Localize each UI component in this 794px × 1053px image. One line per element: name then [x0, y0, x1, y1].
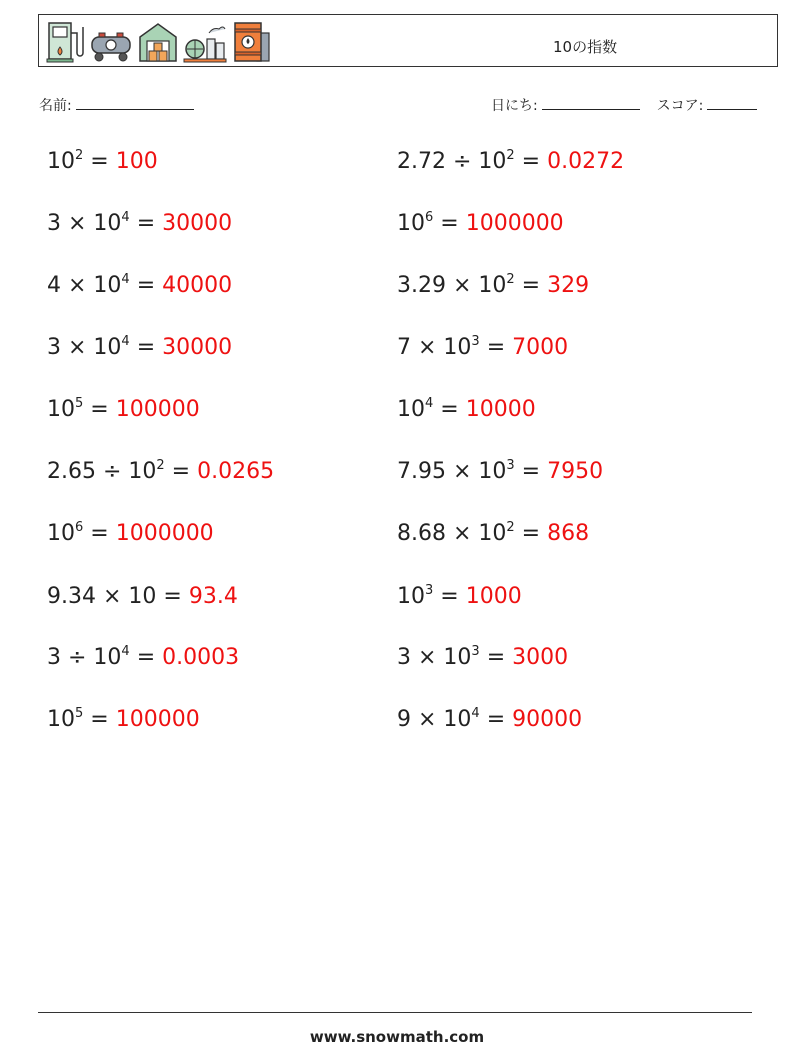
problem-coefficient: 3.29 — [397, 273, 446, 298]
problem-item — [47, 583, 238, 611]
problem-item — [397, 148, 624, 176]
name-field — [39, 95, 194, 115]
problem-exponent: 4 — [121, 272, 130, 287]
problem-item — [47, 396, 200, 424]
problem-base: 10 — [478, 521, 507, 546]
problem-answer: 0.0272 — [547, 149, 625, 174]
problem-answer: 0.0265 — [197, 459, 275, 484]
problem-base: 10 — [47, 397, 75, 422]
problem-base: 10 — [128, 459, 157, 484]
problem-exponent: 2 — [506, 148, 515, 163]
problem-answer: 100000 — [115, 397, 200, 422]
problem-equals: = — [83, 521, 116, 546]
problem-coefficient: 7 — [397, 335, 411, 360]
header-icons — [45, 19, 271, 63]
problem-answer: 7000 — [512, 335, 569, 360]
problem-base: 10 — [478, 273, 507, 298]
problem-item — [47, 272, 232, 300]
problem-item — [397, 583, 522, 611]
date-score-fields — [491, 95, 757, 115]
problem-item — [47, 458, 274, 486]
problem-coefficient: 2.72 — [397, 149, 446, 174]
problem-base: 10 — [47, 521, 75, 546]
problem-operator: ÷ — [445, 149, 479, 174]
problem-equals: = — [129, 211, 163, 236]
problem-item — [47, 520, 214, 548]
problem-operator: × — [445, 459, 479, 484]
problem-base: 10 — [47, 707, 75, 732]
problem-equals: = — [433, 211, 466, 236]
problem-equals: = — [514, 149, 548, 174]
warehouse-icon — [137, 19, 179, 63]
problem-answer: 3000 — [512, 645, 569, 670]
problem-operator: × — [445, 521, 479, 546]
problem-item — [47, 210, 232, 238]
problem-base: 10 — [397, 211, 425, 236]
problem-coefficient: 9 — [397, 707, 411, 732]
problem-item — [47, 334, 232, 362]
problem-base: 10 — [443, 335, 472, 360]
problem-coefficient: 8.68 — [397, 521, 446, 546]
footer-divider — [38, 1012, 752, 1013]
name-blank[interactable] — [76, 95, 194, 110]
problem-item — [397, 396, 536, 424]
problem-equals: = — [129, 273, 163, 298]
problem-answer: 1000 — [465, 584, 522, 609]
problem-coefficient: 2.65 — [47, 459, 96, 484]
tanker-train-icon — [89, 19, 133, 63]
problem-base: 10 — [478, 149, 507, 174]
problem-answer: 868 — [547, 521, 590, 546]
problem-exponent: 6 — [75, 520, 84, 535]
problem-exponent: 3 — [471, 334, 480, 349]
problem-answer: 90000 — [512, 707, 583, 732]
problem-exponent: 2 — [156, 458, 165, 473]
problem-equals: = — [479, 335, 513, 360]
problem-equals: = — [514, 521, 548, 546]
score-blank[interactable] — [707, 95, 757, 110]
problem-exponent: 4 — [121, 210, 130, 225]
problem-coefficient: 3 — [47, 335, 61, 360]
problem-exponent: 3 — [471, 644, 480, 659]
problem-equals: = — [129, 335, 163, 360]
problem-equals: = — [83, 397, 116, 422]
problem-coefficient: 4 — [47, 273, 61, 298]
problem-exponent: 3 — [425, 583, 434, 598]
problem-operator: × — [445, 273, 479, 298]
problem-answer: 1000000 — [465, 211, 564, 236]
name-label: 名前: — [39, 98, 72, 114]
page-title: 10の指数 — [553, 38, 618, 56]
score-label: スコア: — [656, 98, 704, 114]
problem-item — [397, 210, 564, 238]
problem-base: 10 — [93, 645, 122, 670]
problem-base: 10 — [443, 707, 472, 732]
problem-operator: × — [411, 335, 444, 360]
header-box — [38, 14, 778, 67]
problem-coefficient: 3 — [47, 211, 61, 236]
problem-answer: 7950 — [547, 459, 604, 484]
problem-item — [397, 334, 568, 362]
problem-answer: 329 — [547, 273, 590, 298]
problem-item — [397, 520, 589, 548]
problem-answer: 30000 — [162, 335, 233, 360]
problem-equals: = — [164, 459, 198, 484]
problem-base: 10 — [478, 459, 507, 484]
problem-answer: 93.4 — [188, 584, 238, 609]
problem-item — [397, 458, 603, 486]
problem-equals: = — [129, 645, 163, 670]
problem-operator: × — [411, 645, 444, 670]
problem-base: 10 — [93, 335, 122, 360]
problem-item — [47, 148, 158, 176]
problem-exponent: 4 — [121, 334, 130, 349]
problem-answer: 1000000 — [115, 521, 214, 546]
problem-coefficient: 3 — [47, 645, 61, 670]
problem-item — [397, 644, 568, 672]
problem-item — [397, 706, 582, 734]
problem-base: 10 — [47, 149, 75, 174]
factory-icon — [183, 19, 227, 63]
problem-item — [397, 272, 589, 300]
problem-answer: 10000 — [465, 397, 536, 422]
problem-equals: = — [479, 707, 513, 732]
problem-equals: = — [156, 584, 189, 609]
problem-operator: × — [411, 707, 444, 732]
problem-operator: ÷ — [61, 645, 94, 670]
problem-exponent: 4 — [425, 396, 434, 411]
fuel-pump-icon — [45, 19, 85, 63]
problem-operator: × — [61, 211, 94, 236]
problem-equals: = — [433, 584, 466, 609]
problem-base: 10 — [443, 645, 472, 670]
problem-exponent: 5 — [75, 706, 84, 721]
problem-answer: 40000 — [162, 273, 233, 298]
date-label: 日にち: — [491, 98, 538, 114]
problem-equals: = — [514, 273, 548, 298]
problem-equals: = — [514, 459, 548, 484]
problem-operator: × — [61, 335, 94, 360]
problem-answer: 0.0003 — [162, 645, 240, 670]
problem-coefficient: 9.34 — [47, 584, 96, 609]
problem-exponent: 5 — [75, 396, 84, 411]
footer-url: www.snowmath.com — [309, 1028, 485, 1046]
problem-item — [47, 644, 239, 672]
problem-exponent: 2 — [506, 272, 515, 287]
problem-answer: 30000 — [162, 211, 233, 236]
problem-equals: = — [433, 397, 466, 422]
problem-coefficient: 3 — [397, 645, 411, 670]
problem-exponent: 6 — [425, 210, 434, 225]
problem-operator: × — [61, 273, 94, 298]
problem-exponent: 4 — [471, 706, 480, 721]
problem-exponent: 2 — [506, 520, 515, 535]
problem-coefficient: 7.95 — [397, 459, 446, 484]
problem-exponent: 3 — [506, 458, 515, 473]
problem-base: 10 — [93, 211, 122, 236]
problem-base: 10 — [93, 273, 122, 298]
oil-barrel-icon — [231, 19, 271, 63]
problem-base: 10 — [397, 397, 425, 422]
problem-base: 10 — [128, 584, 157, 609]
problem-equals: = — [479, 645, 513, 670]
problem-item — [47, 706, 200, 734]
problem-exponent: 4 — [121, 644, 130, 659]
problem-exponent: 2 — [75, 148, 84, 163]
problem-equals: = — [83, 707, 116, 732]
problem-operator: ÷ — [95, 459, 129, 484]
problem-answer: 100000 — [115, 707, 200, 732]
problem-equals: = — [83, 149, 116, 174]
problem-answer: 100 — [115, 149, 158, 174]
problem-operator: × — [95, 584, 129, 609]
date-blank[interactable] — [542, 95, 640, 110]
problem-base: 10 — [397, 584, 425, 609]
